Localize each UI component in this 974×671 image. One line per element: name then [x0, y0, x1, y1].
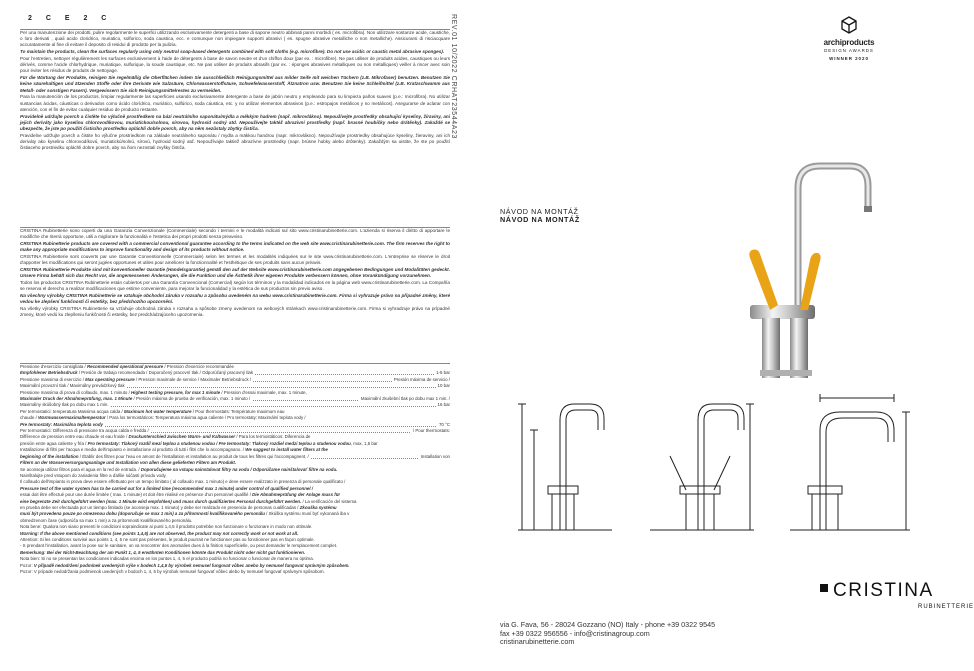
spec-label: obmedzenom čase (odporúča sa max 1 min) a za prítomnosti kvalifikovaného personálu.: [20, 517, 193, 523]
spec-label: Per termostatici: Differenza di pressione tra acqua calda e fredda /: [20, 428, 149, 434]
care-paragraph: Per una manutenzione dei prodotti, pulire regolarmente le superfici utilizzando esclusivamente detergenti a base di sapone neutro abbinati panni morbidi ( es. microfibra). Non utilizzare sostanze acide, caustiche, o loro derivati , quali acido cloridrico, muriatico, solforico, soda caustica, ecc. e comunque non impiegare supporti abrasivi ( es. spugne abrasive metalliche o non metalliche). Assicurarsi di risciacquare accuratamente al fine di evitare il deposito di residui di prodotto per la pulizia.: [20, 30, 450, 48]
award-badge: [809, 16, 889, 61]
spec-label-emphasis: Empfohlener Betriebsdruck: [20, 370, 78, 376]
spec-value: Presión máxima de servicio /: [393, 376, 450, 382]
spec-label-rest: / Presión máxima de prueba de verificación, max. 1 minuto /: [132, 396, 251, 402]
brand-mark-icon: [820, 584, 828, 592]
revision-code: REV.01 10/2022 CRHAT23544A23: [450, 14, 457, 139]
spec-label: Différence de pression entre eau chaude et eau froide /: [20, 434, 129, 440]
spec-value: / Pour thermostats:: [412, 428, 450, 434]
spec-label-emphasis: eine begrenzte Zeit durchgeführt werden (max. 1 Minute wird empfohlen) und muss durch qualifiziertes Personal durchgeführt werden.: [20, 498, 302, 504]
spec-label: Per termostatici: temperatura Massima acqua calda /: [20, 408, 124, 414]
spec-label-rest: / Pour thermostats: Température maximum eau: [191, 408, 285, 414]
spec-label-emphasis: Bemerkung: Bei der Nicht-Beachtung der am Punkt 1, 4, 5 erwähnten Konditionen könnte das Produkt nicht oder nicht gut funktionieren.: [20, 549, 306, 555]
warranty-paragraph: CRISTINA Rubinetterie sono coperti da una Garanzia Convenzionale (Commerciale) secondo i termini e le modalità indicati sul sito www.cristinarubinetterie.com. L'azienda si riserva il diritto di apportare le modifiche che riterrà opportune, utili a migliorare la funzionalità e l'estetica dei propri prodotti senza preavviso.: [20, 228, 450, 240]
spec-label: Maximální provozní tlak / Maximálny prevádzkový tlak: [20, 383, 125, 389]
spec-label: Pressione massima di prova di collaudo, max. 1 minuto /: [20, 389, 132, 395]
spec-label: Pozor: V prípade nedodržania podmienok uvedených v bodoch 1, 4, 5 by výrobok nemusel fungovať vôbec alebo by nemusel fungovať správnym spôsobom.: [20, 569, 325, 574]
spec-label-emphasis: Maximum hot water temperature: [123, 408, 192, 414]
technical-data-section: [20, 363, 450, 575]
spec-label: Se aconseja utilizar filtros para el agua en la red de entrada. /: [20, 466, 141, 472]
spec-label-emphasis: beginning of the installation: [20, 453, 79, 459]
manual-title-line-bold: NÁVOD NA MONTÁŽ: [500, 215, 580, 224]
spec-label: - S prendant l'installation, avant la pose sur le sanitaire, on va rencontrer des anomalies dues à la finition superficielle, ou peut demander le remplacement complet.: [20, 543, 338, 549]
spec-label-emphasis: Warmwassermaximaltemperatur: [38, 415, 106, 421]
spec-label-emphasis: Maximaler Druck der Abnahmeprüfung, max. 1 Minute: [20, 396, 133, 402]
spec-label-rest: / Para los termostáticos: Diferencia de: [235, 434, 311, 440]
spec-value: 16 bar: [437, 402, 450, 408]
manual-title: [500, 208, 580, 224]
contact-website: cristinarubinetterie.com: [500, 637, 575, 647]
spec-label-rest: / Pression d'exercice recommandée: [163, 364, 235, 369]
spec-value: Maximální zkušební tlak po dobu max 1 min. /: [360, 396, 450, 402]
section-title: 2 C E 2 C: [28, 15, 113, 22]
spec-label-rest: / Para los termostáticos: Temperatura máxima agua caliente / Pro termostaty: Maximální teplota vody /: [105, 415, 306, 421]
contact-fax-email: fax +39 0322 956556 - info@cristinagroup.com: [500, 628, 650, 638]
spec-label-rest: Si no se presentan las condiciones indicadas encima en los puntos 1, 4, 5 el producto podría no funcionar o funcionar de manera no óptima.: [40, 556, 314, 562]
spec-label-rest: / Presión de trabajo recomendada / Doporučený pracovní tlak / Odporúčaný pracovný tlak: [77, 370, 254, 376]
spec-label-emphasis: Pressure test of the water system has to be carried out for a limited time (recommended max 1 minute) under control of qualified personnel /: [20, 485, 314, 491]
spec-label: Installazione di filtri per l'acqua e media dell'impianto e installazione al prodotto di tutti i filtri che lo accompagnano. /: [20, 447, 246, 453]
spec-label-rest: / Skúška systému musí byť vykonaná iba v: [264, 511, 350, 517]
spec-label-emphasis: Max operating pressure: [85, 376, 135, 382]
contact-address: via G. Fava, 56 - 28024 Gozzano (NO) Italy - phone +39 0322 9545: [500, 620, 716, 629]
warranty-paragraph: CRISTINA Rubinetterie sont couverts par une Garantie Conventionnelle (Commerciale) selon les termes et les modalités indiquées sur le site www.cristinarubinetterie.com. L'entreprise se réserve le droit d'apporter les modifications qui seront jugées opportunes et utiles pour améliorer la fonctionnalité et l'esthétique de ses produits sans aucun préavis.: [20, 254, 450, 266]
award-year: WINNER 2020: [829, 56, 869, 61]
care-paragraph: Pour l'entretien, nettoyer régulièrement les surfaces exclusivement à l'aide de détergents à base de savon neutre et d'un chiffon doux (par ex. : microfibre). Ne pas utiliser de produits acides, caustiques ou leurs dérivés, comme l'acide chlorhydrique, muriatique, sulfurique, la soude caustique, etc. Ne pas utiliser de produits abrasifs (par ex. : éponges abrasives métalliques ou non métalliques) veiller à rincer avec soin pour éviter les résidus de produits de nettoyage.: [20, 56, 450, 74]
spec-label: Attention: Si les conditions susvisé aux points 1, 4, 5 ne sont pas présentes, le produit pourrait ne fonctionner pas ou fonctionner pas en façon optimale.: [20, 536, 315, 542]
manual-title-line: NÁVOD NA MONTÁŽ: [500, 207, 579, 216]
spec-label-emphasis: Pre termostaty: Maximálna teplota vody: [20, 421, 103, 427]
spec-label-emphasis: Warning: If the above mentioned conditions (see points 1,4,5) are not observed, the product may not correctly work or not work at all.: [20, 530, 299, 536]
spec-label-emphasis: Filtern an der Wasserversorgungsanlage und Installation von allen diese gelieferten Filtern am Produkt.: [20, 460, 237, 466]
spec-label: Pressione massima di esercizio /: [20, 376, 86, 382]
care-paragraph: To maintain the products, clean the surfaces regularly using only neutral soap-based detergents combined with soft cloths (e.g. microfibre). Do not use acidic or caustic metal abrasive sponges).: [20, 49, 445, 55]
spec-label-emphasis: Doporučujeme na vstupu nainstalovat filtry na vodu / Odporúčame nainštalovať filtre na vodu.: [140, 466, 338, 472]
spec-label-rest: / Pression d'essai maximale, max. 1 minute,: [220, 389, 307, 395]
care-paragraph: Für die Wartung der Produkte, reinigen Sie regelmäßig die Oberflächen indem Sie ausschließlich Reinigungsmittel aus milder Seife mit weichen Tüchern (z.B. Mikrofaser) benutzen. Benutzen Sie keine säurehaltigen und ätzenden Stoffe oder ihre Derivate wie Salzsäure, Chlorwasserstoffsäure, Schwefelwasserstoff, Ätznatron usw. Benutzen Sie keine Schleifmittel (z.B. Kratzschwamm aus Metall- oder sonstigen Fasern). Vergewissern Sie sich Reinigungsmittelrestes zu vermeiden.: [20, 75, 450, 93]
spec-label-emphasis: Recommended operational pressure: [86, 364, 164, 369]
spec-value: 70 °C: [438, 421, 450, 427]
technical-drawing-front: [512, 390, 622, 540]
spec-row: [20, 569, 450, 575]
warranty-paragraph: CRISTINA Rubinetterie products are covered with a commercial conventional guarantee according to the terms indicated on the web site www.cristinarubinetterie.com. The firm reserves the right to make any appropriate modifications to improve functionality and design of its products without notice.: [20, 241, 450, 253]
spec-label-emphasis: Highest testing pressure, for max 1 minute: [131, 389, 221, 395]
spec-label-emphasis: Pro termostaty: Tlakový rozdíl mezi teplou a studenou vodou / Pre termostaty: Tlakový rozdiel medzi teplou a studenou vodou: [87, 440, 351, 446]
spec-label: essai doit être effectué pour une durée limitée ( max. 1 minute) et doit être réalisé en présence d'un personnel qualifié /: [20, 492, 253, 498]
spec-label: Il collaudo dell'impianto in prova deve essere effettuato per un tempo limitato ( al collaudo max. 1 minuto) e deve essere realizzato in presenza di personale qualificato /: [20, 479, 346, 485]
spec-label: Pressione d'esercizio consigliata /: [20, 364, 87, 369]
faucet-illustration: [700, 150, 880, 380]
care-paragraph: Para la manutención de los productos, limpiar regularmente las superficies usando exclusivamente detergente a base de jabón neutro y empleando para su limpieza paños suaves (p.e.: microfibra). No utilizar sustancias ácidas, cáusticas o derivados como ácido clorídrico, muriático, sulfúrico, soda cáustica, etc. y no utilizar elementos abrasivos (p.e.: estropajos metálicos y no metálicos). Asegurarse de aclarar con atención, con el fin de evitar cualquier residuo de producto restante.: [20, 94, 450, 112]
spec-value: 1-5 bar: [436, 370, 450, 376]
spec-label-emphasis: V případě nedodržení podmínek uvedených výše v bodech 1,4,5 by výrobek nemusel fungovat vůbec anebo by nemusel fungovat správným způsobem.: [33, 562, 350, 568]
spec-label-rest: / La verificación del sistema: [301, 498, 357, 504]
spec-label: Nota bene: Qualora non siano presenti le condizioni sopraindicate ai punti 1,4,5 il prodotto potrebbe non funzionare o funzionare in modo non ottimale.: [20, 524, 313, 530]
spec-label: Pozor:: [20, 562, 34, 568]
spec-label-emphasis: Druckunterschied zwischen Warm- und Kaltwasser: [128, 434, 236, 440]
award-subtitle: DESIGN AWARDS: [824, 48, 874, 53]
care-section: [20, 29, 450, 152]
spec-label-emphasis: We suggest to install water filters at the: [245, 447, 328, 453]
brand-name: CRISTINA: [833, 580, 934, 601]
spec-label-emphasis: musí být provedena pouze po omezenou dobu (doporučuje se max 1 min) a za přítomnosti kvalifikovaného personálu: [20, 511, 265, 517]
warranty-paragraph: Todos los productos CRISTINA Rubinetterie están cubiertos por una Garantía Convencional (Comercial) según los términos y la modalidad indicados en la página web www.cristinarubinetterie.com. La Compañía se reserva el derecho a realizar modificaciones que estime conveniente, para mejorar la funcionalidad y la estética de sus productos sin previo aviso.: [20, 280, 450, 292]
spec-label: en prueba debe ser efectuada por un tiempo limitado (se aconseja max. 1 minuto) y debe ser realizado en presencia de personas cualificadas /: [20, 504, 300, 510]
spec-label: Maximálny skúšobný tlak po dobu max 1 min.: [20, 402, 109, 408]
warranty-section: [20, 227, 450, 319]
technical-drawing-side: [640, 390, 760, 540]
spec-label-emphasis: Die Abnahmeprüfung der Anlage muss für: [252, 492, 341, 498]
contact-info: [500, 621, 715, 647]
warranty-paragraph: Na všechny výrobky CRISTINA Rubinetterie se vztahuje obchodní záruka v rozsahu a způsobu uvedeném na webu www.cristinarubinetterie.com. Firma si vyhrazuje právo na případné změny, které vedou ke zlepšení funkčnosti či estetiky, bez předchozího upozornění.: [20, 293, 450, 305]
spec-value: 10 bar: [437, 383, 450, 389]
warranty-paragraph: Na všetky výrobky CRISTINA Rubinetterie sa vzťahuje obchodná záruka v rozsahu a spôsobe zmeny uvedenom na webových stránkach www.cristinarubinetterie.com. Firma si vyhradzuje právo na prípadné zmeny, ktoré vedú ku zlepšeniu funkčnosti či estetiky, bez predchádzajúceho upozornenia.: [20, 306, 450, 318]
spec-label: Nota bien:: [20, 556, 41, 562]
spec-label-emphasis: Zkouška systému: [299, 504, 337, 510]
spec-label-rest: , max. 1,5 bar: [350, 440, 378, 446]
technical-drawing-top: [780, 390, 920, 540]
award-name: archiproducts: [823, 38, 875, 47]
spec-label: chaude /: [20, 415, 39, 421]
warranty-paragraph: CRISTINA Rubinetterie Produkte sind mit konventioneller Garantie (Handelsgarantie) gemäß den auf der Website www.cristinarubinetterie.com angegebenen Bedingungen und Modalitäten gedeckt. Unsere Firma behält sich das Recht vor, die angemessenen Änderungen, die die Funktion und die Ästhetik ihrer eigenen Produkte verbessern können, ohne Vorankündigung vorzunehmen.: [20, 267, 450, 279]
spec-label: presión entre agua caliente y fría /: [20, 440, 88, 446]
spec-label-rest: / Pression maximale de service / Maximaler Betriebsdruck /: [134, 376, 252, 382]
brand-subtitle: RUBINETTERIE: [918, 604, 974, 610]
spec-value: Installation von: [420, 453, 450, 459]
care-paragraph: Pravidelne udržujte povrch a čistite ho výlučne prostriedkom na základe neutrálneho saponátu / mydla a mäkkou handrou (napr. mikrovlákno). Nepoužívajte prostriedky obsahujúce kyseliny, žieraviny, ani ich deriváty ako kyselinu chlorovodíkovú, muriatickú/solnú, sírovú, hydroxid sodný atď. Nepoužívajte taktiež abrazívne prostriedky (napr. brúsne hubky alebo drôtenky). Zakaždým sa uistite, že ste po použití čistiaceho prostriedku opláchli dobre povrch, aby na ňom nezostali zvyšky čističa.: [20, 132, 450, 151]
care-paragraph: Pravidelně udržujte povrch a čistěte ho výlučně prostředkem na bázi neutrálního saponátu/mýdla a měkkým hadrem (např. mikrovlákno). Nepoužívejte prostředky obsahující kyseliny, žíraviny, ani jejich deriváty jako kyselinu chlorovodíkovou, muriatickou/solnou, sírovou, hydroxid sodný atd. Nepoužívejte taktéž abrazivní prostředky (např. brusné houbičky nebo drátěnky). Zakaždé se ubezpečte, že jste po použití čisticího prostředku opláchli dobře povrch, aby na něm nezůstaly zbytky čističa.: [20, 113, 450, 132]
spec-label: Nainštalujte pred vstupom do zariadenia filtre a ďalšie súčasti prívodu vody.: [20, 472, 167, 478]
award-cube-icon: [841, 16, 857, 34]
spec-label-rest: / Établir des filtres pour l'eau en amont de l'installation et installation au produit de tous les filtres qui l'accompagnent. /: [78, 453, 309, 459]
